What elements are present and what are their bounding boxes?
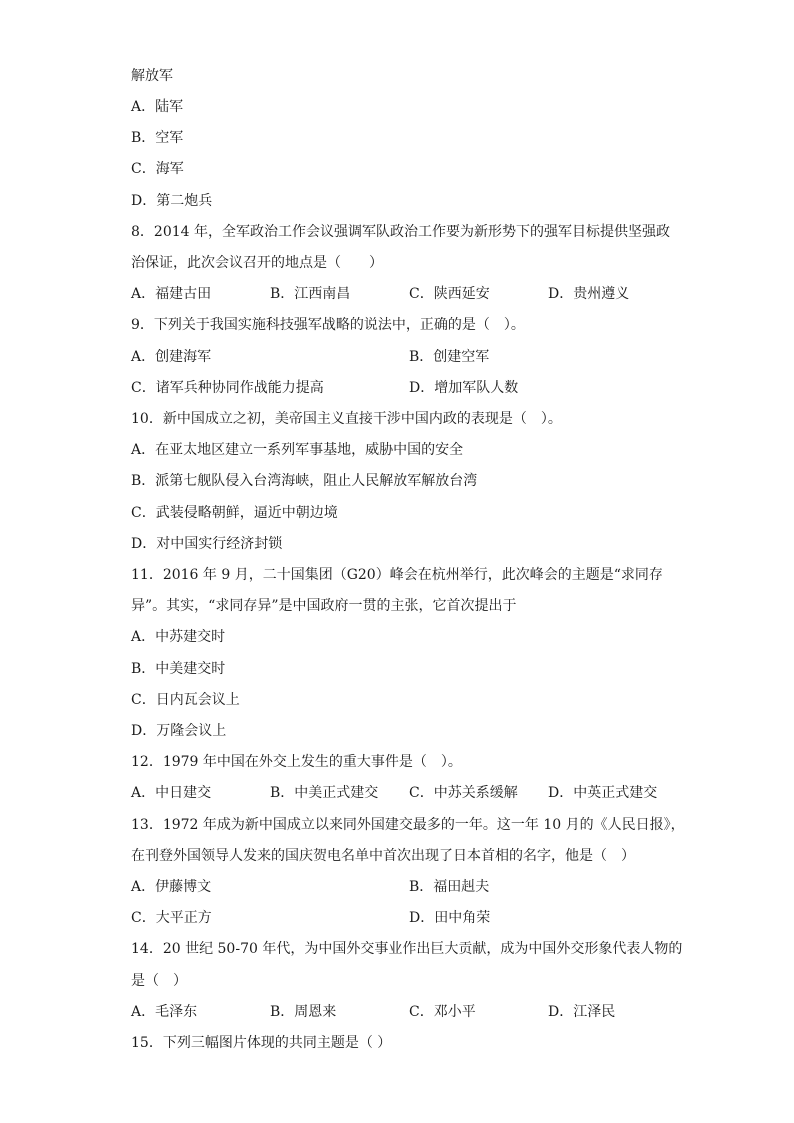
q9-option-b: B．创建空军: [409, 349, 490, 365]
q14-option-c: C．邓小平: [409, 1004, 476, 1020]
q7-option-b: B．空军: [131, 130, 184, 146]
q12-option-c: C．中苏关系缓解: [409, 785, 518, 801]
question-15-stem: 15．下列三幅图片体现的共同主题是（ ）: [131, 1035, 392, 1051]
question-10-stem: 10．新中国成立之初，美帝国主义直接干涉中国内政的表现是（ ）。: [131, 411, 562, 427]
q7-option-c: C．海军: [131, 161, 184, 177]
question-8-stem-line2: 治保证，此次会议召开的地点是（ ）: [131, 255, 383, 271]
q9-option-d: D．增加军队人数: [409, 380, 519, 396]
question-12-stem: 12．1979 年中国在外交上发生的重大事件是（ ）。: [131, 754, 462, 770]
q14-option-b: B．周恩来: [270, 1004, 337, 1020]
q14-option-a: A．毛泽东: [131, 1004, 198, 1020]
q13-option-b: B．福田赳夫: [409, 879, 490, 895]
question-7-tail: 解放军: [131, 68, 173, 84]
q10-option-d: D．对中国实行经济封锁: [131, 536, 283, 552]
question-13-stem-line1: 13．1972 年成为新中国成立以来同外国建交最多的一年。这一年 10 月的《人民日报》，: [131, 817, 685, 833]
question-14-stem-line2: 是（ ）: [131, 973, 187, 989]
q8-option-a: A．福建古田: [131, 286, 212, 302]
question-8-stem-line1: 8．2014 年，全军政治工作会议强调军队政治工作要为新形势下的强军目标提供坚强政: [131, 224, 670, 240]
q8-option-d: D．贵州遵义: [548, 286, 630, 302]
q7-option-a: A．陆军: [131, 99, 184, 115]
q12-option-a: A．中日建交: [131, 785, 212, 801]
q13-option-d: D．田中角荣: [409, 910, 491, 926]
q9-option-c: C．诸军兵种协同作战能力提高: [131, 380, 324, 396]
q11-option-c: C．日内瓦会议上: [131, 692, 240, 708]
q13-option-a: A．伊藤博文: [131, 879, 212, 895]
q13-option-c: C．大平正方: [131, 910, 212, 926]
q11-option-b: B．中美建交时: [131, 661, 226, 677]
q8-option-b: B．江西南昌: [270, 286, 351, 302]
q11-option-a: A．中苏建交时: [131, 629, 226, 645]
question-13-stem-line2: 在刊登外国领导人发来的国庆贺电名单中首次出现了日本首相的名字，他是（ ）: [131, 848, 635, 864]
question-11-stem-line1: 11．2016 年 9 月，二十国集团（G20）峰会在杭州举行，此次峰会的主题是“求同存: [131, 567, 663, 583]
q10-option-a: A．在亚太地区建立一系列军事基地，威胁中国的安全: [131, 442, 464, 458]
q7-option-d: D．第二炮兵: [131, 193, 213, 209]
q12-option-b: B．中美正式建交: [270, 785, 379, 801]
q9-option-a: A．创建海军: [131, 349, 212, 365]
question-11-stem-line2: 异”。其实，“求同存异”是中国政府一贯的主张，它首次提出于: [131, 598, 517, 614]
q10-option-c: C．武装侵略朝鲜，逼近中朝边境: [131, 505, 338, 521]
question-14-stem-line1: 14．20 世纪 50-70 年代，为中国外交事业作出巨大贡献，成为中国外交形象代表人物的: [131, 941, 683, 957]
q12-option-d: D．中英正式建交: [548, 785, 658, 801]
q10-option-b: B．派第七舰队侵入台湾海峡，阻止人民解放军解放台湾: [131, 473, 478, 489]
question-9-stem: 9．下列关于我国实施科技强军战略的说法中，正确的是（ ）。: [131, 317, 525, 333]
q14-option-d: D．江泽民: [548, 1004, 616, 1020]
q8-option-c: C．陕西延安: [409, 286, 490, 302]
q11-option-d: D．万隆会议上: [131, 723, 227, 739]
